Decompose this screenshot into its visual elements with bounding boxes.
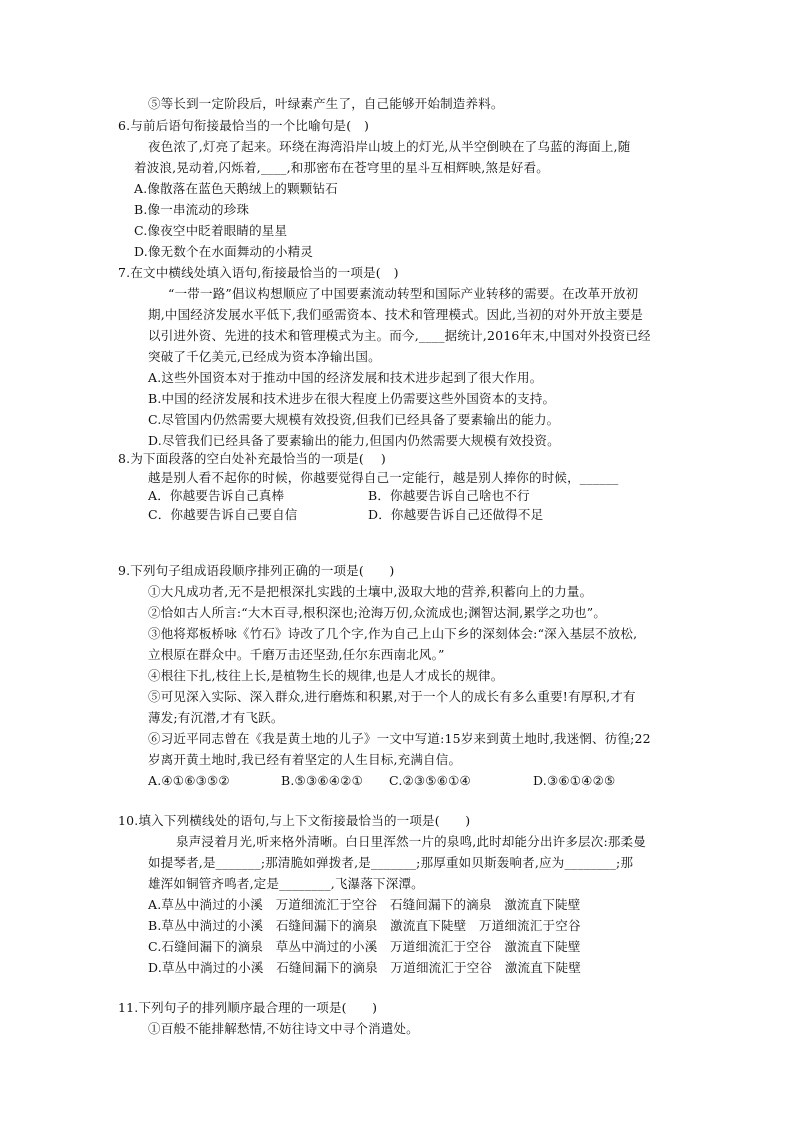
q6-option-a: A.像散落在蓝色天鹅绒上的颗颗钻石 — [134, 181, 338, 196]
q9-sentence-2: ②恰如古人所言:“大木百寻,根积深也;沧海万仞,众流成也;渊智达洞,累学之功也”。 — [148, 605, 607, 620]
q8-option-c: C．你越要告诉自己要自信 — [148, 507, 298, 522]
q7-option-b: B.中国的经济发展和技术进步在很大程度上仍需要这些外国资本的支持。 — [148, 391, 556, 406]
q10-option-b: B.草丛中淌过的小溪 石缝间漏下的滴泉 激流直下陡壁 万道细流汇于空谷 — [148, 918, 581, 933]
q7-passage-line-4: 突破了千亿美元,已经成为资本净输出国。 — [148, 349, 381, 364]
q9-sentence-6-cont: 岁离开黄土地时,我已经有着坚定的人生目标,充满自信。 — [148, 752, 462, 767]
q6-option-d: D.像无数个在水面舞动的小精灵 — [134, 244, 314, 259]
q7-option-d: D.尽管我们已经具备了要素输出的能力,但国内仍然需要大规模有效投资。 — [148, 433, 560, 448]
q7-passage-line-3: 以引进外资、先进的技术和管理模式为主。而今,____据统计,2016年末,中国对外投资已经 — [148, 328, 651, 343]
q8-option-d: D．你越要告诉自己还做得不足 — [368, 507, 544, 522]
q9-option-b: B.⑤③⑥④②① — [281, 773, 363, 788]
q9-sentence-3: ③他将郑板桥咏《竹石》诗改了几个字,作为自己上山下乡的深刻体会:“深入基层不放松, — [148, 626, 638, 641]
q8-passage: 越是别人看不起你的时候，你越要觉得自己一定能行，越是别人捧你的时候，______ — [148, 470, 619, 485]
q9-option-d: D.③⑥①④②⑤ — [533, 773, 616, 788]
q10-option-a: A.草丛中淌过的小溪 万道细流汇于空谷 石缝间漏下的滴泉 激流直下陡壁 — [148, 897, 581, 912]
q10-stem: 10.填入下列横线处的语句,与上下文衔接最恰当的一项是( ) — [118, 813, 471, 828]
q8-option-a: A．你越要告诉自己真棒 — [148, 488, 285, 503]
q11-sentence-1: ①百般不能排解愁情,不妨往诗文中寻个消遣处。 — [148, 1021, 419, 1036]
q5-continuation-line: ⑤等长到一定阶段后，叶绿素产生了，自己能够开始制造养料。 — [148, 96, 504, 111]
q9-sentence-4: ④根往下扎,枝往上长,是植物生长的规律,也是人才成长的规律。 — [148, 668, 504, 683]
q8-stem: 8.为下面段落的空白处补充最恰当的一项是( ) — [118, 451, 386, 466]
q10-option-d: D.草丛中淌过的小溪 石缝间漏下的滴泉 万道细流汇于空谷 激流直下陡壁 — [148, 960, 582, 975]
q7-option-c: C.尽管国内仍然需要大规模有效投资,但我们已经具备了要素输出的能力。 — [148, 412, 560, 427]
q7-option-a: A.这些外国资本对于推动中国的经济发展和技术进步起到了很大作用。 — [148, 370, 543, 385]
q9-sentence-5: ⑤可见深入实际、深入群众,进行磨炼和积累,对于一个人的成长有多么重要!有厚积,才有 — [148, 689, 636, 704]
q7-stem: 7.在文中横线处填入语句,衔接最恰当的一项是( ) — [118, 265, 399, 280]
q9-sentence-5-cont: 薄发;有沉潜,才有飞跃。 — [148, 710, 284, 725]
q9-stem: 9.下列句子组成语段顺序排列正确的一项是( ) — [118, 563, 395, 578]
q6-passage-line-1: 夜色浓了,灯亮了起来。环绕在海湾沿岸山坡上的灯光,从半空倒映在了乌蓝的海面上,随 — [148, 139, 631, 154]
q9-sentence-1: ①大凡成功者,无不是把根深扎实践的土壤中,汲取大地的营养,积蓄向上的力量。 — [148, 584, 593, 599]
q11-stem: 11.下列句子的排列顺序最合理的一项是( ) — [118, 1000, 378, 1015]
q10-passage-line-1: 泉声浸着月光,听来格外清晰。白日里浑然一片的泉鸣,此时却能分出许多层次:那柔曼 — [176, 834, 646, 849]
q10-option-c: C.石缝间漏下的滴泉 草丛中淌过的小溪 万道细流汇于空谷 激流直下陡壁 — [148, 939, 581, 954]
q9-option-a: A.④①⑥③⑤② — [148, 773, 230, 788]
q8-option-b: B．你越要告诉自己啥也不行 — [368, 488, 530, 503]
q9-option-c: C.②③⑤⑥①④ — [389, 773, 471, 788]
q6-stem: 6.与前后语句衔接最恰当的一个比喻句是( ) — [118, 118, 370, 133]
q10-passage-line-3: 雄浑如铜管齐鸣者,定是________,飞瀑落下深潭。 — [148, 876, 424, 891]
q7-passage-line-2: 期,中国经济发展水平低下,我们亟需资本、技术和管理模式。因此,当初的对外开放主要是 — [148, 307, 644, 322]
q9-sentence-6: ⑥习近平同志曾在《我是黄土地的儿子》一文中写道:15岁来到黄土地时,我迷惘、彷徨;22 — [148, 731, 651, 746]
q10-passage-line-2: 如提琴者,是_______;那清脆如弹拨者,是_______;那厚重如贝斯轰响者,应为________;那 — [148, 855, 634, 870]
q6-option-b: B.像一串流动的珍珠 — [134, 202, 250, 217]
q6-option-c: C.像夜空中眨着眼睛的星星 — [134, 223, 288, 238]
q9-sentence-3-cont: 立根原在群众中。千磨万击还坚劲,任尔东西南北风。” — [148, 647, 445, 662]
q7-passage-line-1: “一带一路”倡议构想顺应了中国要素流动转型和国际产业转移的需要。在改革开放初 — [168, 286, 639, 301]
q6-passage-line-2: 着波浪,晃动着,闪烁着,____,和那密布在苍穹里的星斗互相辉映,煞是好看。 — [134, 160, 549, 175]
